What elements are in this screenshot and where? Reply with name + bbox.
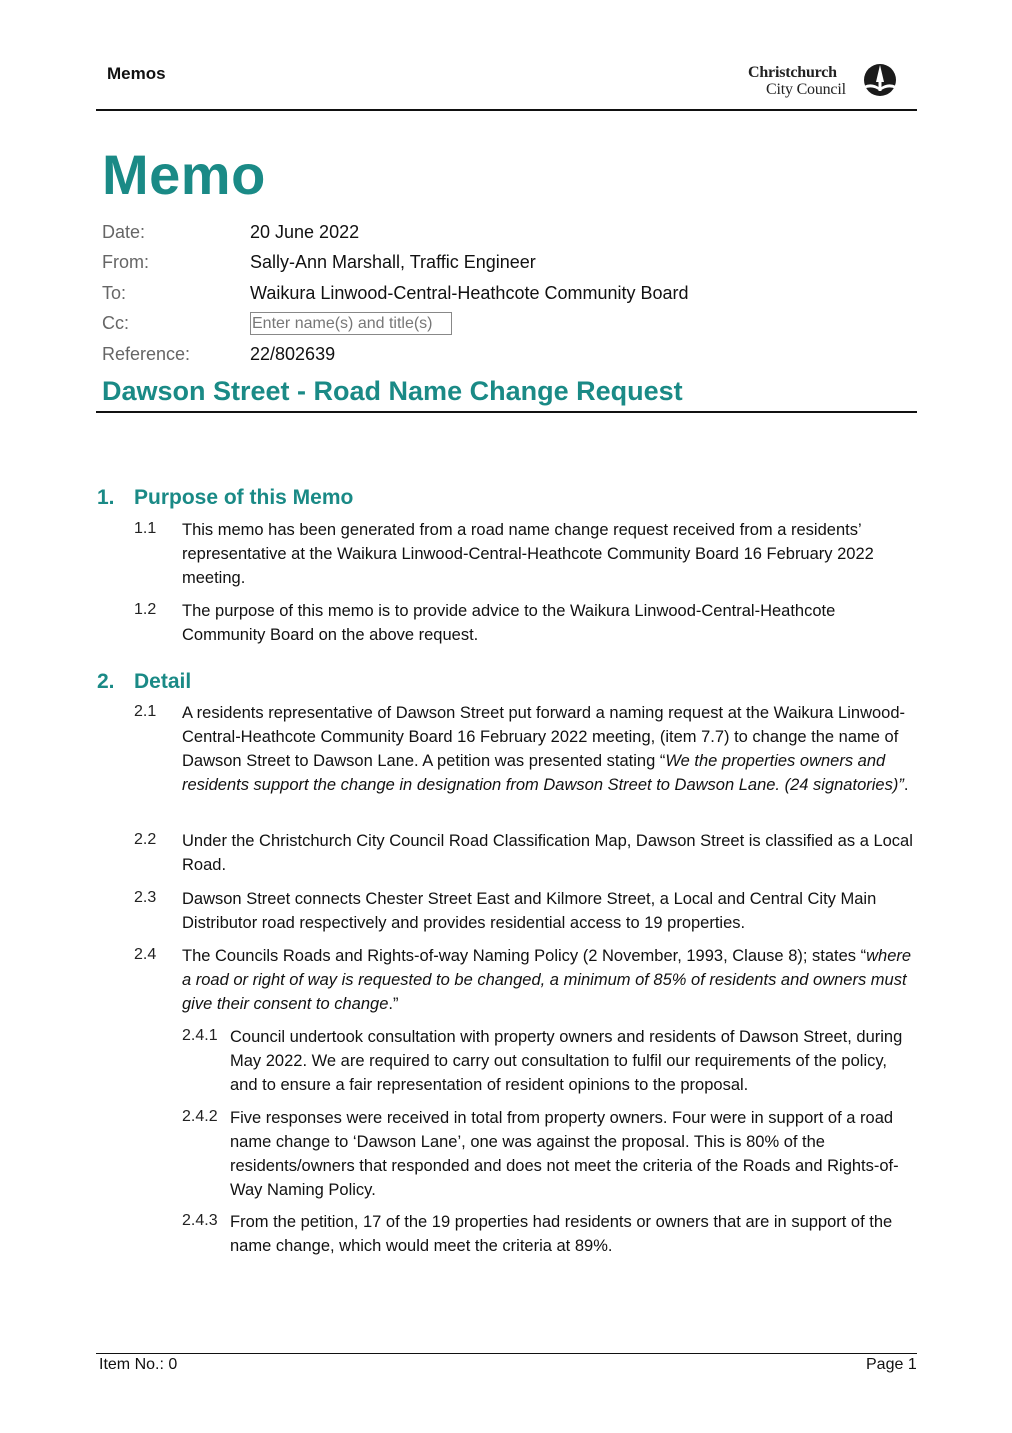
paragraph-number: 2.2: [134, 831, 157, 848]
from-value: Sally-Ann Marshall, Traffic Engineer: [250, 252, 536, 272]
paragraph-number: 2.3: [134, 889, 157, 906]
to-value: Waikura Linwood-Central-Heathcote Community Board: [250, 283, 689, 303]
date-value: 20 June 2022: [250, 222, 360, 242]
subparagraph-text: From the petition, 17 of the 19 properties had residents or owners that are in support of the name change, which would meet the criteria at 89%.: [230, 1213, 893, 1255]
header-title: Memos: [107, 64, 166, 83]
subparagraph-number: 2.4.3: [182, 1212, 218, 1229]
cc-label: Cc:: [102, 313, 129, 333]
paragraph-number: 2.1: [134, 703, 157, 720]
reference-value: 22/802639: [250, 344, 336, 364]
subparagraph-number: 2.4.2: [182, 1108, 218, 1125]
logo-line2: City Council: [766, 81, 846, 98]
paragraph-number: 1.1: [134, 520, 157, 537]
paragraph-text: This memo has been generated from a road name change request received from a residents’ representative at the Waikura Linwood-Central-Heathcote Community Board 16 February 2022 meeting.: [182, 521, 874, 587]
memo-title: Memo: [102, 143, 266, 206]
paragraph-number: 2.4: [134, 946, 157, 963]
paragraph-text: [182, 944, 916, 1016]
section-heading: Detail: [134, 670, 192, 693]
paragraph-end: .: [903, 776, 909, 794]
to-label: To:: [102, 283, 127, 303]
section-number: 2.: [97, 670, 115, 693]
subparagraph-text: Council undertook consultation with property owners and residents of Dawson Street, during May 2022. We are required to carry out consultation to fulfil our requirements of the policy, and to ensure a fair representation of resident opinions to the proposal.: [230, 1028, 903, 1094]
paragraph-text: [182, 701, 922, 797]
petition-quote: We the properties owners and residents support the change in designation from Dawson Street to Dawson Lane. (24 signatories)”: [182, 752, 904, 794]
footer-divider: [96, 1353, 917, 1354]
logo-line1: Christchurch: [748, 64, 837, 81]
cc-field[interactable]: Enter name(s) and title(s): [250, 312, 452, 335]
paragraph-end: .”: [388, 995, 399, 1013]
memo-subject: Dawson Street - Road Name Change Request: [102, 376, 683, 406]
paragraph-number: 1.2: [134, 601, 157, 618]
reference-label: Reference:: [102, 344, 191, 364]
section-number: 1.: [97, 486, 115, 509]
header-divider: [96, 109, 917, 111]
paragraph-text: The purpose of this memo is to provide advice to the Waikura Linwood-Central-Heathcote Community Board on the above request.: [182, 602, 836, 644]
page-number: Page 1: [866, 1356, 917, 1373]
date-label: Date:: [102, 222, 146, 242]
paragraph-body: A residents representative of Dawson Street put forward a naming request at the Waikura Linwood-Central-Heathcote Community Board 16 February 2022 meeting, (item 7.7) to change the name of Dawson Street to Dawson Lane. A petition was presented stating “: [182, 704, 906, 770]
paragraph-text: Dawson Street connects Chester Street East and Kilmore Street, a Local and Central City Main Distributor road respectively and provides residential access to 19 properties.: [182, 890, 877, 932]
subject-divider: [96, 411, 917, 413]
section-heading: Purpose of this Memo: [134, 486, 354, 509]
paragraph-text: Under the Christchurch City Council Road Classification Map, Dawson Street is classified as a Local Road.: [182, 832, 913, 874]
council-logo: [748, 62, 898, 102]
policy-quote: where a road or right of way is requested to be changed, a minimum of 85% of residents and owners must give their consent to change: [182, 947, 912, 1013]
subparagraph-number: 2.4.1: [182, 1027, 218, 1044]
item-number: Item No.: 0: [99, 1356, 178, 1373]
from-label: From:: [102, 252, 149, 272]
paragraph-body: The Councils Roads and Rights-of-way Naming Policy (2 November, 1993, Clause 8); states “: [182, 947, 867, 965]
subparagraph-text: Five responses were received in total from property owners. Four were in support of a road name change to ‘Dawson Lane’, one was against the proposal. This is 80% of the residents/owners that responded and does not meet the criteria of the Roads and Rights-of-Way Naming Policy.: [230, 1109, 899, 1199]
cathedral-logo-icon: [862, 62, 898, 98]
